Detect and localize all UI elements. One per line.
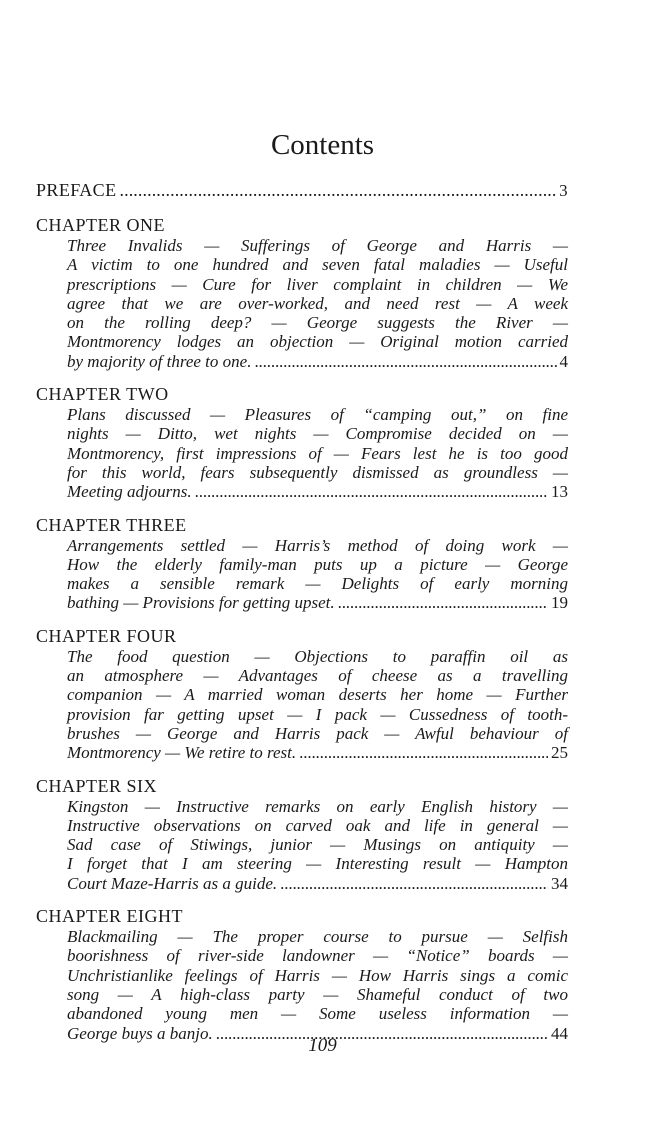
page-number: 13 <box>551 482 568 502</box>
summary-line: brushes — George and Harris pack — Awful behaviour of <box>67 723 568 743</box>
chapter-heading: CHAPTER ONE <box>36 215 166 235</box>
summary-line: Meeting adjourns. <box>67 482 192 502</box>
summary-line: bathing — Provisions for getting upset. <box>67 593 335 613</box>
summary-line: Unchristianlike feelings of Harris — How Harris sings a comic <box>67 965 568 985</box>
page-number: 25 <box>551 743 568 763</box>
toc-entry-preface <box>36 179 568 202</box>
dot-leader <box>120 179 557 201</box>
summary-line: by majority of three to one. <box>67 351 252 371</box>
toc-entry-chapter <box>36 214 568 371</box>
dot-leader <box>299 743 548 762</box>
chapter-heading: CHAPTER THREE <box>36 514 187 535</box>
page-number: 34 <box>551 873 568 893</box>
toc-entry-chapter <box>36 383 568 501</box>
chapter-heading: CHAPTER SIX <box>36 775 158 796</box>
chapter-summary <box>67 405 568 501</box>
page-number: 3 <box>559 181 568 200</box>
summary-line: Montmorency lodges an objection — Original motion carried <box>67 332 568 352</box>
summary-line: How the elderly family-man puts up a picture — George <box>67 554 568 574</box>
preface-label: PREFACE <box>36 180 117 200</box>
summary-line: song — A high-class party — Shameful conduct of two <box>67 984 568 1004</box>
summary-line: Sad case of Stiwings, junior — Musings on antiquity — <box>67 835 568 855</box>
summary-line: Montmorency, first impressions of — Fears lest he is too good <box>67 443 568 463</box>
summary-line: Plans discussed — Pleasures of “camping out,” on fine <box>67 405 568 425</box>
summary-line: boorishness of river-side landowner — “Notice” boards — <box>67 946 568 966</box>
summary-last-line <box>67 482 568 501</box>
summary-line: abandoned young men — Some useless information — <box>67 1004 568 1024</box>
summary-line: Montmorency — We retire to rest. <box>67 743 297 763</box>
chapter-heading: CHAPTER TWO <box>36 384 169 405</box>
dot-leader <box>280 874 548 893</box>
summary-last-line <box>67 593 568 612</box>
summary-line: provision far getting upset — I pack — Cussedness of tooth- <box>67 704 568 724</box>
summary-line: Three Invalids — Sufferings of George and Harris — <box>67 236 568 255</box>
summary-line: Kingston — Instructive remarks on early English history — <box>67 796 568 816</box>
page-number: 44 <box>551 1023 568 1043</box>
summary-line: makes a sensible remark — Delights of early morning <box>67 574 568 594</box>
chapter-summary <box>67 236 568 371</box>
chapter-summary <box>67 797 568 893</box>
summary-line: Arrangements settled — Harris’s method of doing work — <box>67 535 568 555</box>
table-of-contents <box>36 179 568 1043</box>
dot-leader <box>338 593 548 612</box>
summary-last-line <box>67 874 568 893</box>
chapter-heading: CHAPTER EIGHT <box>36 906 183 927</box>
summary-line: companion — A married woman deserts her home — Further <box>67 685 568 705</box>
summary-line: Instructive observations on carved oak and life in general — <box>67 815 568 835</box>
summary-line: The food question — Objections to paraffin oil as <box>67 646 568 666</box>
summary-line: prescriptions — Cure for liver complaint in children — We <box>67 274 568 294</box>
page-title: Contents <box>270 129 375 161</box>
summary-line: for this world, fears subsequently dismissed as groundless — <box>67 462 568 482</box>
summary-line: A victim to one hundred and seven fatal maladies — Useful <box>67 255 568 275</box>
summary-line: I forget that I am steering — Interesting result — Hampton <box>67 854 568 874</box>
toc-entry-chapter <box>36 775 568 893</box>
chapter-summary <box>67 647 568 763</box>
page-number: 4 <box>559 351 568 371</box>
dot-leader <box>195 482 548 501</box>
summary-line: Blackmailing — The proper course to pursue — Selfish <box>67 927 568 947</box>
page-folio: 109 <box>308 1035 337 1056</box>
toc-entry-chapter <box>36 625 568 763</box>
chapter-summary <box>67 927 568 1043</box>
summary-line: George buys a banjo. <box>67 1023 213 1043</box>
summary-line: Court Maze-Harris as a guide. <box>67 873 278 893</box>
chapter-heading: CHAPTER FOUR <box>36 625 177 646</box>
chapter-list <box>36 214 568 1043</box>
summary-last-line <box>67 743 568 762</box>
summary-line: an atmosphere — Advantages of cheese as a travelling <box>67 666 568 686</box>
summary-line: nights — Ditto, wet nights — Compromise decided on — <box>67 424 568 444</box>
page-number: 19 <box>551 593 568 613</box>
toc-entry-chapter <box>36 905 568 1043</box>
summary-last-line <box>67 352 568 371</box>
dot-leader <box>254 352 556 371</box>
toc-entry-chapter <box>36 514 568 613</box>
summary-line: agree that we are over-worked, and need rest — A week <box>67 293 568 313</box>
summary-line: on the rolling deep? — George suggests the River — <box>67 313 568 333</box>
chapter-summary <box>67 536 568 613</box>
